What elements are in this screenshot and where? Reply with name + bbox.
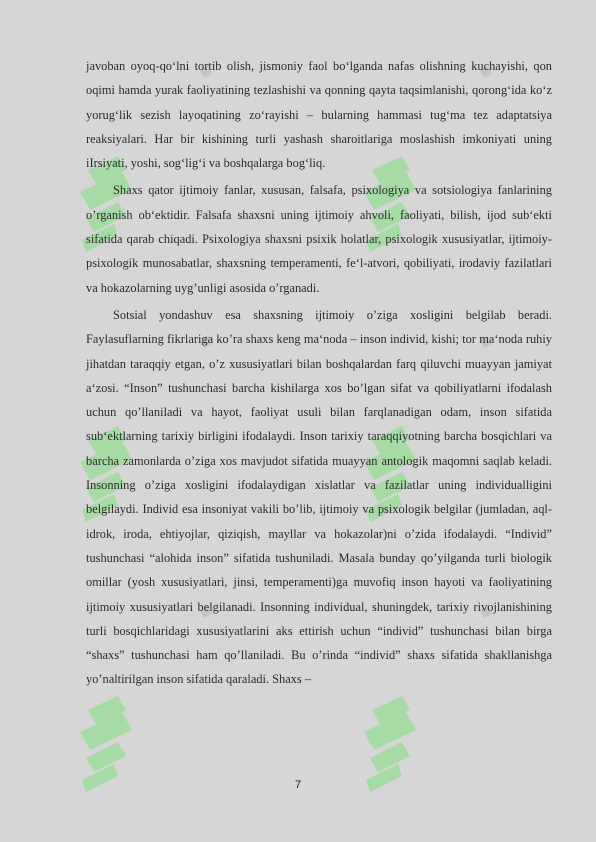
paragraph: javoban oyoq-qo‘lni tortib olish, jismoniy faol bo‘lganda nafas olishning kuchayishi, qon oqimi hamda yurak faoliyatining tezlashishi va qonning qayta taqsimlanishi, qorong‘ida ko‘z yorug‘lik sezish layoqatining zo‘rayishi – bularning hammasi tug‘ma tez adaptatsiya reaksiyalari. Har bir kishining turli yashash sharoitlariga moslashish imkoniyati uning iIrsiyati, yoshi, sog‘lig‘i va boshqalarga bog‘liq.: [86, 59, 552, 171]
paragraph: Sotsial yondashuv esa shaxsning ijtimoiy o’ziga xosligini belgilab beradi. Faylasuflarning fikrlariga ko’ra shaxs keng ma‘noda – inson individ, kishi; tor ma‘noda ruhiy jihatdan taraqqiy etgan, o’z xususiyatlari bilan boshqalardan farq qiluvchi muayyan jamiyat a‘zosi. “Inson” tushunchasi barcha kishilarga xos bo’lgan sifat va qobiliyatlarni ifodalash uchun qo’llaniladi va hayot, faoliyat usuli bilan farqlanadigan odam, inson sifatida sub‘ektlarning tarixiy birligini ifodalaydi. Inson tarixiy taraqqiyotning barcha bosqichlari va barcha zamonlarda o’ziga xos mavjudot sifatida muayyan antologik maqomni saqlab keladi. Insonning o’ziga xosligini ifodalaydigan xislatlar va fazilatlar uning individualligini belgilaydi. Individ esa insoniyat vakili bo’lib, ijtimoiy va psixologik belgilar (jumladan, aql-idrok, iroda, ehtiyojlar, qiziqish, mayllar va hokazolar)ni o’zida ifodalaydi. “Individ” tushunchasi “alohida inson” sifatida tushuniladi. Masala bunday qo’yilganda turli biologik omillar (yosh xususiyatlari, jinsi, temperamenti)ga muvofiq inson hayoti va faoliyatining ijtimoiy xususiyatlari belgilanadi. Insonning individual, shuningdek, tarixiy rivojlanishining turli bosqichlaridagi xususiyatlarini aks ettirish uchun “individ” tushunchasi bilan birga “shaxs” tushunchasi ham qo’llaniladi. Bu o’rinda “individ” shaxs sifatida shakllanishga yo’naltirilgan inson sifatida qaraladi. Shaxs –: [86, 307, 552, 687]
watermark-mark: [364, 696, 416, 792]
watermark-mark: [80, 696, 132, 792]
page-number: 7: [294, 779, 302, 791]
paragraph: Shaxs qator ijtimoiy fanlar, xususan, falsafa, psixologiya va sotsiologiya fanlarining o’rganish ob‘ektidir. Falsafa shaxsni uning ijtimoiy ahvoli, faoliyati, bilish, ijod sub‘ekti sifatida qarab chiqadi. Psixologiya shaxsni psixik holatlar, psixologik xususiyatlar, ijtimoiy-psixologik munosabatlar, shaxsning temperamenti, fe‘l-atvori, qobiliyati, irodaviy fazilatlari va hokazolarning uyg’unligi asosida o’rganadi.: [86, 183, 552, 295]
body-text: [86, 54, 552, 692]
